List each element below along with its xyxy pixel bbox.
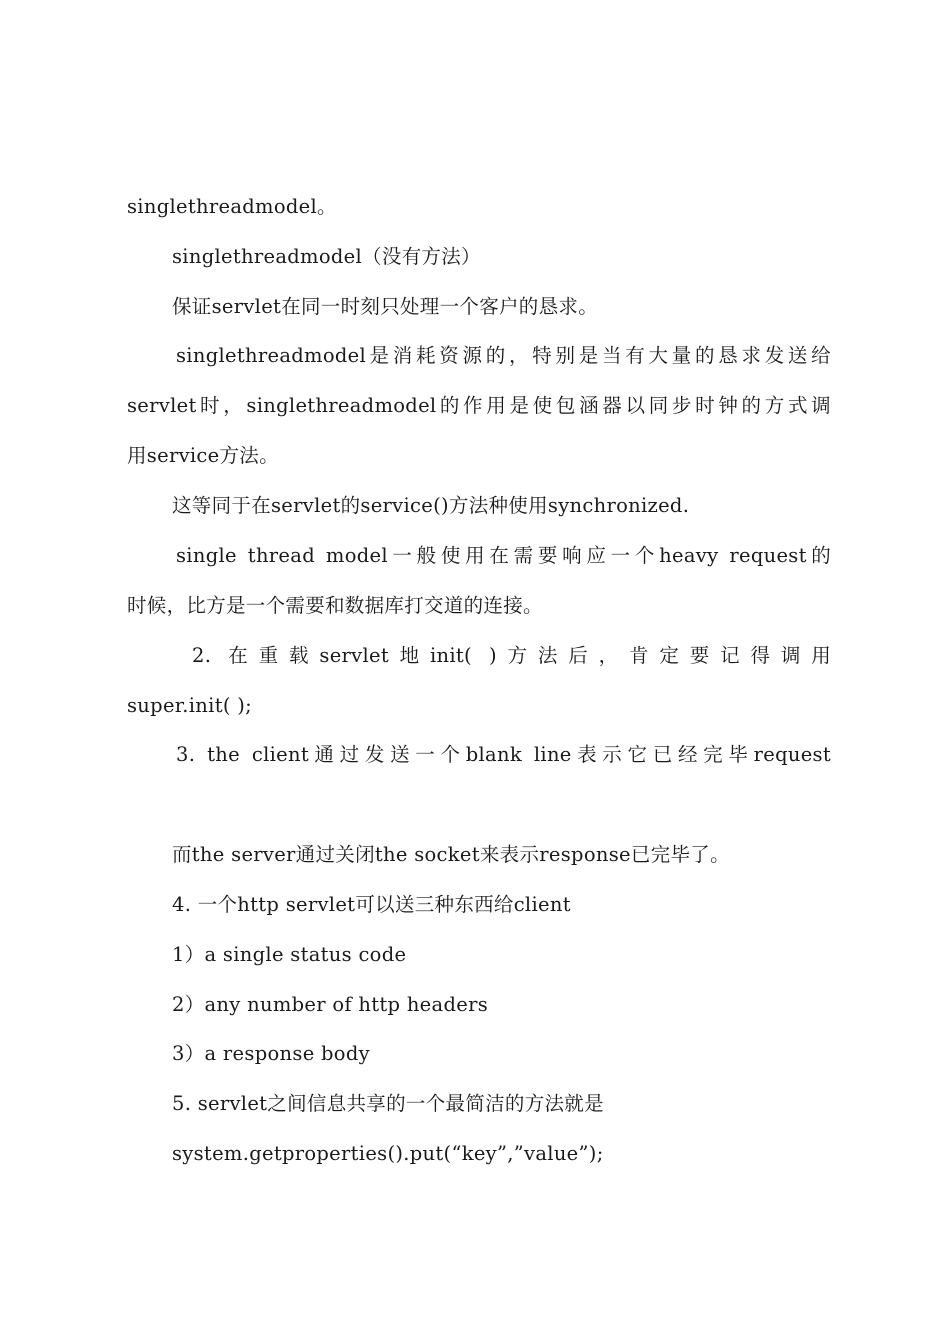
text-line-17: 3）a response body <box>172 1042 370 1065</box>
text-line-7: 这等同于在servlet的service()方法种使用synchronized. <box>172 494 690 517</box>
text-line-11: super.init( ); <box>127 694 253 717</box>
text-line-15: 1）a single status code <box>172 943 407 966</box>
text-line-2: singlethreadmodel（没有方法） <box>172 245 481 268</box>
text-line-14: 4. 一个http servlet可以送三种东西给client <box>172 893 571 916</box>
text-line-9: 时候，比方是一个需要和数据库打交道的连接。 <box>127 594 543 617</box>
text-line-12: 3. the client通过发送一个blank line表示它已经完毕request <box>176 743 831 766</box>
text-line-10: 2. 在重载servlet地init( )方法后，肯定要记得调用 <box>192 644 831 667</box>
text-line-8: single thread model一般使用在需要响应一个heavy request的 <box>176 544 831 567</box>
text-line-13: 而the server通过关闭the socket来表示response已完毕了。 <box>172 843 730 866</box>
text-line-16: 2）any number of http headers <box>172 993 489 1016</box>
text-line-4: singlethreadmodel是消耗资源的，特别是当有大量的恳求发送给 <box>176 344 831 367</box>
text-line-1: singlethreadmodel。 <box>127 195 337 218</box>
text-line-5: servlet时，singlethreadmodel的作用是使包涵器以同步时钟的方式调 <box>127 394 831 417</box>
text-line-3: 保证servlet在同一时刻只处理一个客户的恳求。 <box>172 295 598 318</box>
text-line-6: 用service方法。 <box>127 444 279 467</box>
text-line-18: 5. servlet之间信息共享的一个最简洁的方法就是 <box>172 1092 604 1115</box>
text-line-19: system.getproperties().put(“key”,”value”); <box>172 1142 604 1165</box>
